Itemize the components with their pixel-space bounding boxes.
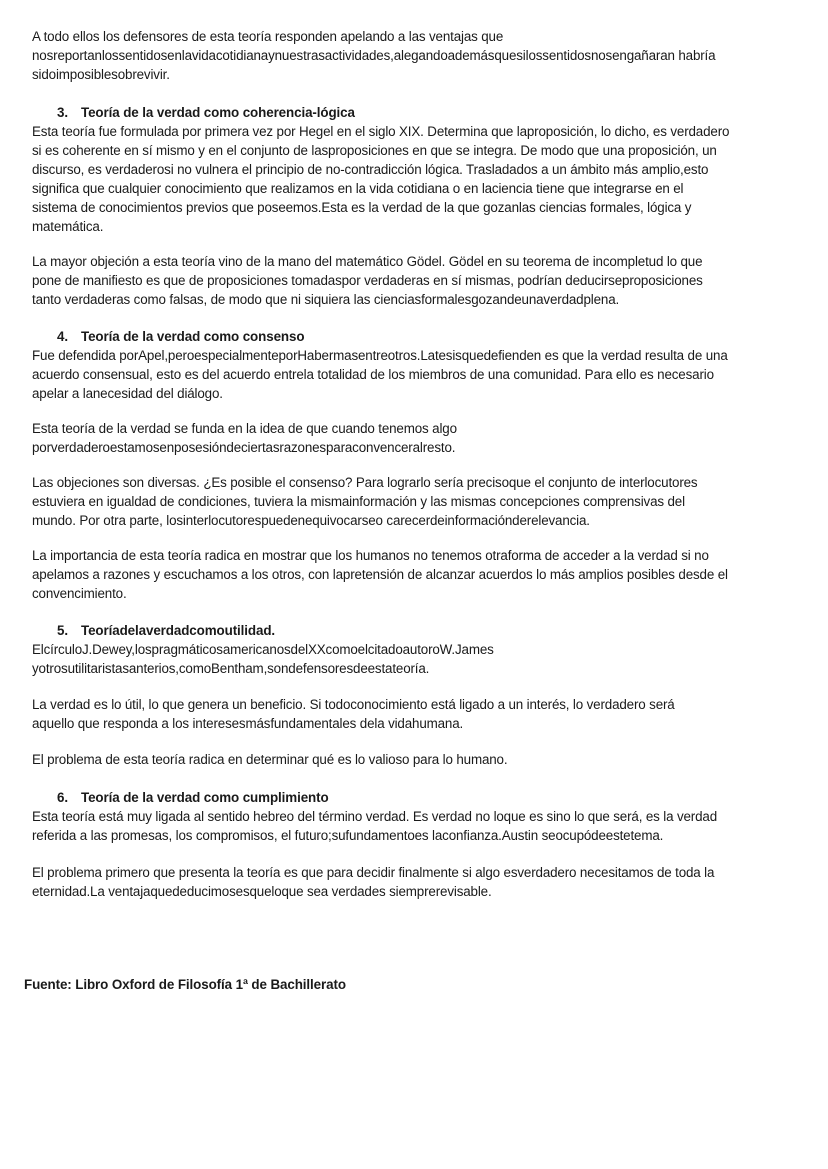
text-line: si es coherente en sí mismo y en el conjunto de lasproposiciones en que se integra. De modo que una proposición, un: [32, 143, 717, 158]
text-line: eternidad.La ventajaquededucimosesqueloque sea verdades siemprerevisable.: [32, 884, 492, 899]
section-heading: [57, 621, 275, 640]
text-line: Esta teoría de la verdad se funda en la idea de que cuando tenemos algo: [32, 421, 457, 436]
text-line: convencimiento.: [32, 586, 127, 601]
section-heading: [57, 103, 355, 122]
text-line: A todo ellos los defensores de esta teoría responden apelando a las ventajas que: [32, 29, 504, 44]
text-line: La importancia de esta teoría radica en mostrar que los humanos no tenemos otraforma de acceder a la verdad si no: [32, 548, 709, 563]
text-line: aquello que responda a los interesesmásfundamentales dela vidahumana.: [32, 716, 464, 731]
text-line: La verdad es lo útil, lo que genera un beneficio. Si todoconocimiento está ligado a un interés, lo verdadero será: [32, 697, 675, 712]
section-number: 6.: [57, 790, 68, 805]
section-title: Teoría de la verdad como consenso: [81, 329, 305, 344]
text-line: mundo. Por otra parte, losinterlocutorespuedenequivocarseo carecerdeinformaciónderelevancia.: [32, 513, 590, 528]
text-line: apelar a lanecesidad del diálogo.: [32, 386, 223, 401]
text-line: nosreportanlossentidosenlavidacotidianaynuestrasactividades,alegandoademásquesilossentidosnosengañaran habría: [32, 48, 716, 63]
text-line: Fue defendida porApel,peroespecialmenteporHabermasentreotros.Latesisquedefienden es que la verdad resulta de una: [32, 348, 728, 363]
section-number: 4.: [57, 329, 68, 344]
text-line: referida a las promesas, los compromisos, el futuro;sufundamentoes laconfianza.Austin seocupódeestetema.: [32, 828, 664, 843]
text-line: significa que cualquier conocimiento que realizamos en la vida cotidiana o en laciencia tiene que integrarse en el: [32, 181, 684, 196]
text-line: Esta teoría está muy ligada al sentido hebreo del término verdad. Es verdad no loque es sino lo que será, es la verdad: [32, 809, 717, 824]
text-line: sidoimposiblesobrevivir.: [32, 67, 170, 82]
section-heading: [57, 788, 329, 807]
text-line: porverdaderoestamosenposesióndeciertasrazonesparaconvenceralresto.: [32, 440, 456, 455]
text-line: El problema primero que presenta la teoría es que para decidir finalmente si algo esverdadero necesitamos de toda la: [32, 865, 715, 880]
text-line: acuerdo consensual, esto es del acuerdo entrela totalidad de los miembros de una comunidad. Para ello es necesario: [32, 367, 714, 382]
text-line: La mayor objeción a esta teoría vino de la mano del matemático Gödel. Gödel en su teorema de incompletud lo que: [32, 254, 703, 269]
source-citation: Fuente: Libro Oxford de Filosofía 1ª de Bachillerato: [24, 977, 346, 992]
text-line: Las objeciones son diversas. ¿Es posible el consenso? Para lograrlo sería precisoque el conjunto de interlocutores: [32, 475, 698, 490]
text-line: El problema de esta teoría radica en determinar qué es lo valioso para lo humano.: [32, 752, 508, 767]
section-heading: [57, 327, 304, 346]
section-title: Teoríadelaverdadcomoutilidad.: [81, 623, 276, 638]
section-number: 3.: [57, 105, 68, 120]
text-line: apelamos a razones y escuchamos a los otros, con lapretensión de alcanzar acuerdos lo más amplios posibles desde el: [32, 567, 728, 582]
section-title: Teoría de la verdad como cumplimiento: [81, 790, 329, 805]
text-line: sistema de conocimientos previos que poseemos.Esta es la verdad de la que gozanlas ciencias formales, lógica y: [32, 200, 692, 215]
text-line: estuviera en igualdad de condiciones, tuviera la mismainformación y las mismas concepciones comprensivas del: [32, 494, 685, 509]
text-line: ElcírculoJ.Dewey,lospragmáticosamericanosdelXXcomoelcitadoautoroW.James: [32, 642, 494, 657]
text-line: discurso, es verdaderosi no vulnera el principio de no-contradicción lógica. Trasladados a un ámbito más amplio,esto: [32, 162, 709, 177]
section-number: 5.: [57, 623, 68, 638]
text-line: Esta teoría fue formulada por primera vez por Hegel en el siglo XIX. Determina que laproposición, lo dicho, es verdadero: [32, 124, 730, 139]
section-title: Teoría de la verdad como coherencia-lógica: [81, 105, 355, 120]
text-line: yotrosutilitaristasanterios,comoBentham,sondefensoresdeestateoría.: [32, 661, 430, 676]
text-line: pone de manifiesto es que de proposiciones tomadaspor verdaderas en sí mismas, podrían deducirseproposiciones: [32, 273, 703, 288]
text-line: matemática.: [32, 219, 104, 234]
text-line: tanto verdaderas como falsas, de modo que ni siquiera las cienciasformalesgozandeunaverdadplena.: [32, 292, 620, 307]
